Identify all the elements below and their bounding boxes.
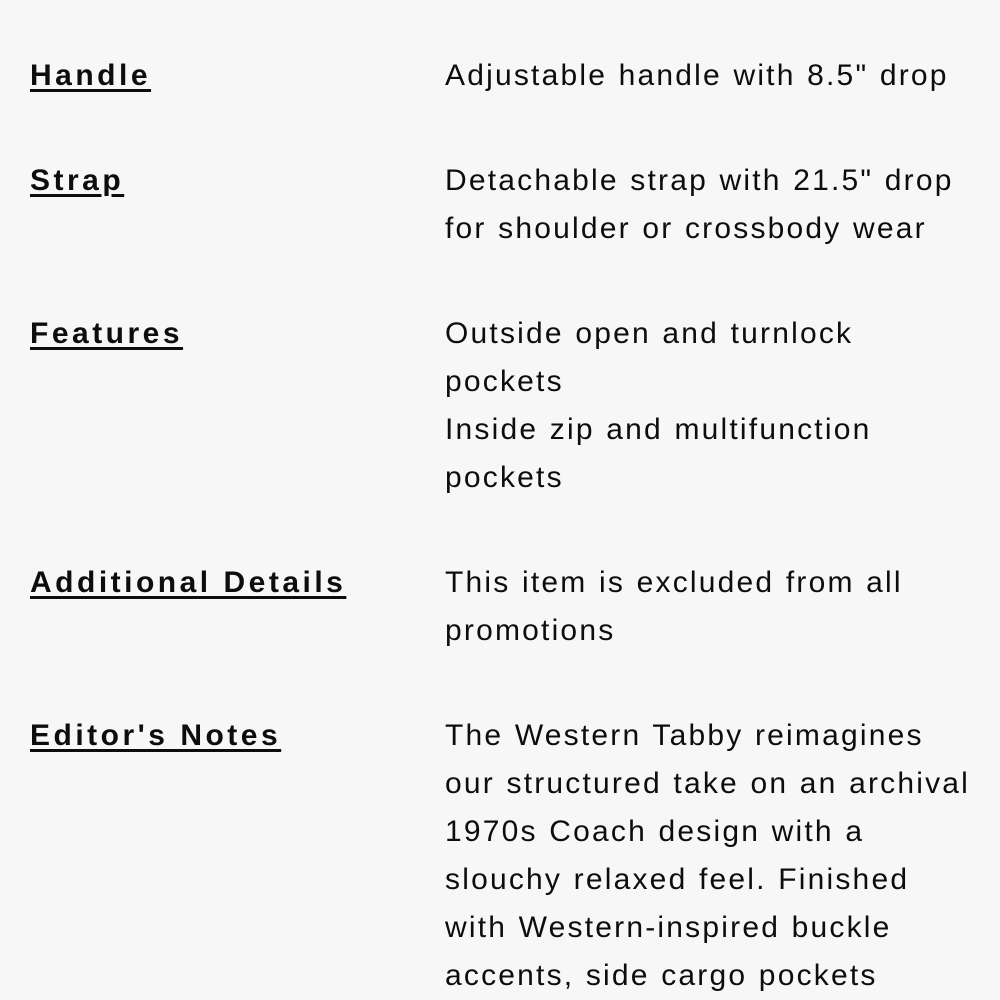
spec-label-cell bbox=[30, 559, 445, 607]
spec-label-features: Features bbox=[30, 317, 184, 350]
spec-label-handle: Handle bbox=[30, 59, 152, 92]
spec-row-additional-details bbox=[30, 559, 970, 655]
spec-value-line: The Western Tabby reimagines bbox=[445, 719, 924, 752]
spec-label-additional-details: Additional Details bbox=[30, 566, 347, 599]
spec-row-features bbox=[30, 310, 970, 502]
spec-row-editors-notes bbox=[30, 712, 970, 1000]
spec-value-line: with Western-inspired buckle bbox=[445, 911, 892, 944]
spec-value-strap bbox=[445, 157, 970, 253]
spec-row-strap bbox=[30, 157, 970, 253]
spec-value-line: slouchy relaxed feel. Finished bbox=[445, 863, 910, 896]
spec-label-cell bbox=[30, 310, 445, 358]
spec-row-handle bbox=[30, 52, 970, 100]
spec-label-cell bbox=[30, 712, 445, 760]
spec-value-line: our structured take on an archival bbox=[445, 767, 971, 800]
spec-value-editors-notes bbox=[445, 712, 970, 1000]
spec-value-line: Inside zip and multifunction bbox=[445, 413, 872, 446]
spec-label-cell bbox=[30, 157, 445, 205]
spec-value-line: 1970s Coach design with a bbox=[445, 815, 865, 848]
spec-value-line: Adjustable handle with 8.5" drop bbox=[445, 59, 949, 92]
spec-value-line: promotions bbox=[445, 614, 616, 647]
spec-value-line: Outside open and turnlock bbox=[445, 317, 854, 350]
spec-label-editors-notes: Editor's Notes bbox=[30, 719, 282, 752]
spec-value-line: Detachable strap with 21.5" drop bbox=[445, 164, 954, 197]
spec-value-line: accents, side cargo pockets bbox=[445, 959, 878, 992]
spec-label-strap: Strap bbox=[30, 164, 125, 197]
spec-value-features bbox=[445, 310, 970, 502]
spec-value-additional-details bbox=[445, 559, 970, 655]
spec-label-cell bbox=[30, 52, 445, 100]
spec-value-line: This item is excluded from all bbox=[445, 566, 903, 599]
spec-value-line: pockets bbox=[445, 365, 564, 398]
spec-value-handle bbox=[445, 52, 970, 100]
spec-value-line: pockets bbox=[445, 461, 564, 494]
spec-value-line: for shoulder or crossbody wear bbox=[445, 212, 927, 245]
